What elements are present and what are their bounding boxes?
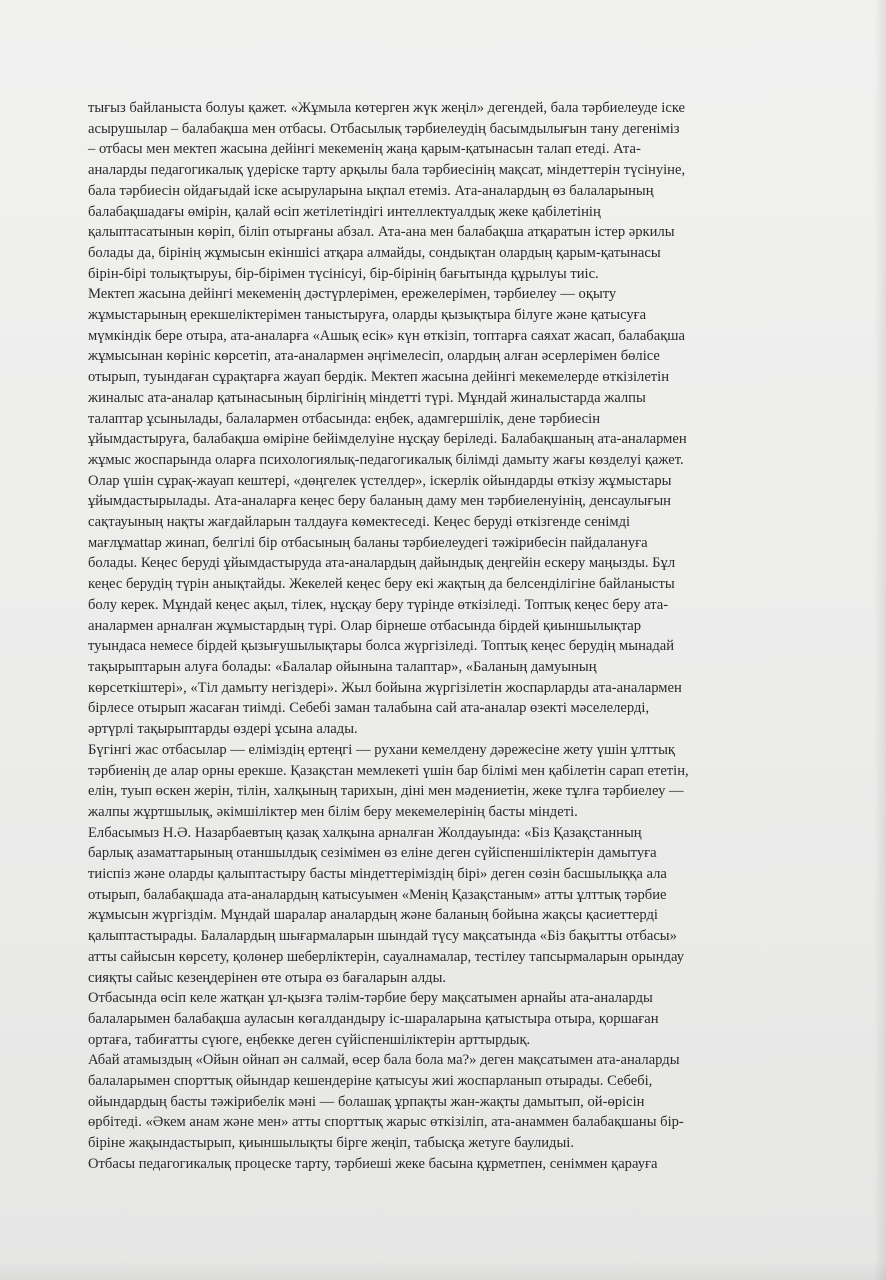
text-line: тәрбиенің де алар орны ерекше. Қазақстан мемлекеті үшін бар білімі мен қабілетін сарап ететін,: [88, 762, 689, 779]
text-line: аналармен арналған жұмыстардың түрі. Олар бірнеше отбасында бірдей қиыншылықтар: [88, 617, 642, 634]
text-line: елін, туып өскен жерін, тілін, халқының тарихын, діні мен мәдениетін, жеке тұлға тәрбиелеу —: [88, 783, 684, 800]
text-line: барлық азаматтарының отаншылдық сезімімен өз еліне деген сүйіспеншіліктерін дамытуға: [88, 845, 657, 862]
text-line: әртүрлі тақырыптарды өздері ұсына алады.: [88, 721, 358, 738]
text-line: бірін-бірі толықтыруы, бір-бірімен түсінісуі, бір-бірінің бағытында құрылуы тиіс.: [88, 265, 599, 282]
text-line: тақырыптарын алуға болады: «Балалар ойынына талаптар», «Баланың дамуының: [88, 658, 597, 675]
text-line: Отбасы педагогикалық процеске тарту, тәрбиеші жеке басына құрметпен, сеніммен қарауға: [88, 1155, 658, 1172]
text-line: ортаға, табиғатты сүюге, еңбекке деген сүйіспеншіліктерін арттырдық.: [88, 1031, 531, 1048]
text-line: жұмыстарының ерекшеліктерімен таныстыруға, оларды қызықтыра білуге және қатысуға: [88, 307, 647, 324]
text-line: балаларымен балабақша ауласын көгалдандыру іс-шараларына қатыстыра отыра, қоршаған: [88, 1010, 659, 1027]
text-line: қалыптасатынын көріп, біліп отырғаны абзал. Ата-ана мен балабақша атқаратын істер әркилы: [88, 224, 675, 241]
text-line: – отбасы мен мектеп жасына дейінгі мекеменің жаңа қарым-қатынасын талап етеді. Ата-: [88, 141, 641, 158]
text-line: Абай атамыздың «Ойын ойнап ән салмай, өсер бала бола ма?» деген мақсатымен ата-аналарды: [88, 1052, 680, 1069]
text-line: болады. Кеңес беруді ұйымдастыруда ата-аналардың дайындық деңгейін ескеру маңызды. Бұл: [88, 555, 676, 572]
text-line: ұйымдастыруға, балабақша өміріне бейімделуіне нұсқау беріледі. Балабақшаның ата-аналармен: [88, 431, 687, 448]
text-line: біріне жақындастырып, қиыншылықты бірге жеңіп, табысқа жетуге баулидыі.: [88, 1135, 574, 1152]
text-line: сияқты сайыс кезеңдерінен өте отыра өз бағаларын алды.: [88, 969, 447, 986]
text-line: бірлесе отырып жасаған тиімді. Себебі заман талабына сай ата-аналар өзекті мәселелерді,: [88, 700, 650, 717]
text-line: туындаса немесе бірдей қызығушылықтары болса жүргізіледі. Топтық кеңес берудің мынадай: [88, 638, 675, 655]
text-line: талаптар ұсынылады, балалармен отбасында: еңбек, адамгершілік, дене тәрбиесін: [88, 410, 600, 427]
text-line: атты сайысын көрсету, қолөнер шеберліктерін, сауалнамалар, тестілеу тапсырмаларын орындау: [88, 948, 684, 965]
text-line: жалпы жұртшылық, әкімшіліктер мен білім беру мекемелерінің басты міндеті.: [88, 803, 578, 820]
text-line: Отбасында өсіп келе жатқан ұл-қызға тәлім-тәрбие беру мақсатымен арнайы ата-аналарды: [88, 990, 653, 1007]
text-line: болады да, бірінің жұмысын екіншісі атқара алмайды, сондықтан олардың қарым-қатынасы: [88, 244, 661, 261]
text-line: мағлұмattар жинап, белгілі бір отбасының баланы тәрбиелеудегі тәжірибесін пайдалануға: [88, 534, 648, 551]
text-line: тығыз байланыста болуы қажет. «Жұмыла көтерген жүк жеңіл» дегендей, бала тәрбиелеуде іске: [88, 100, 686, 116]
paper-edge-shadow: [874, 0, 886, 1280]
text-line: мүмкіндік бере отыра, ата-аналарға «Ашық есік» күн өткізіп, топтарға саяхат жасап, балабақша: [88, 327, 686, 344]
text-line: асырушылар – балабақша мен отбасы. Отбасылық тәрбиелеудің басымдылығын тану дегеніміз: [88, 120, 680, 137]
text-line: Елбасымыз Н.Ә. Назарбаевтың қазақ халқына арналған Жолдауында: «Біз Қазақстанның: [88, 824, 642, 841]
text-line: бала тәрбиесін ойдағыдай іске асыруларына ықпал етеміз. Ата-аналардың өз балаларының: [88, 182, 654, 199]
text-line: жұмысынан көрініс көрсетіп, ата-аналармен әңгімелесіп, олардың алған әсерлерімен бөлісе: [88, 348, 660, 365]
paper-bottom-shadow: [0, 1260, 886, 1280]
text-line: кеңес берудің түрін анықтайды. Жекелей кеңес беру екі жақтың да белсенділігіне байланысты: [88, 576, 675, 593]
text-line: жұмыс жоспарында оларға психологиялық-педагогикалық білімді дамыту жағы көзделуі қажет.: [88, 451, 684, 468]
text-line: Мектеп жасына дейінгі мекеменің дәстүрлерімен, ережелерімен, тәрбиелеу — оқыту: [88, 286, 617, 303]
text-line: көрсеткіштері», «Тіл дамыту негіздері». Жыл бойына жүргізілетін жоспарларды ата-аналармен: [88, 679, 682, 696]
text-line: балабақшадағы өмірін, қалай өсіп жетілетіндігі интеллектуалдық жеке қабілетінің: [88, 203, 601, 220]
text-line: ойындардың басты тәжірибелік мәні — болашақ ұрпақты жан-жақты дамытып, ой-өрісін: [88, 1093, 645, 1110]
text-line: жұмысын жүргіздім. Мұндай шаралар аналардың және баланың бойына жақсы қасиеттерді: [88, 907, 658, 924]
text-line: ұйымдастырылады. Ата-аналарға кеңес беру баланың даму мен тәрбиеленуінің, денсаулығын: [88, 493, 671, 510]
text-line: балаларымен спорттық ойындар кешендеріне қатысуы жиі жоспарланып отырады. Себебі,: [88, 1073, 653, 1090]
text-line: сақтауының нақты жағдайларын талдауға көмектеседі. Кеңес беруді өткізгенде сенімді: [88, 514, 631, 531]
text-line: аналарды педагогикалық үдеріске тарту арқылы бала тәрбиесінің мақсат, міндеттерін түсінуіне,: [88, 162, 686, 179]
text-line: отырып, балабақшада ата-аналардың катысуымен «Менің Қазақстаным» атты ұлттық тәрбие: [88, 886, 667, 903]
text-line: Бүгінгі жас отбасылар — еліміздің ертеңгі — рухани кемелдену дәрежесіне жету үшін ұлттық: [88, 741, 675, 758]
text-line: қалыптастырады. Балалардың шығармаларын шындай түсу мақсатында «Біз бақытты отбасы»: [88, 928, 677, 945]
text-line: жиналыс ата-аналар қатынасының бірлігінің міндетті түрі. Мұндай жиналыстарда жалпы: [88, 389, 646, 406]
text-line: өрбітеді. «Әкем анам және мен» атты спорттық жарыс өткізіліп, ата-анаммен балабақшаны бір-: [88, 1114, 684, 1131]
text-line: Олар үшін сұрақ-жауап кештері, «дөңгелек үстелдер», іскерлік ойындарды өткізу жұмыстары: [88, 472, 672, 489]
document-body: [88, 98, 830, 1175]
text-line: болу керек. Мұндай кеңес ақыл, тілек, нұсқау беру түрінде өткізіледі. Топтық кеңес беру ата-: [88, 596, 669, 613]
text-line: тиіспіз және оларды қалыптастыру басты міндеттеріміздің бірі» деген сөзін басшылыққа ала: [88, 866, 667, 883]
text-line: отырып, туындаған сұрақтарға жауап бердік. Мектеп жасына дейінгі мекемелерде өткізілетін: [88, 369, 670, 386]
